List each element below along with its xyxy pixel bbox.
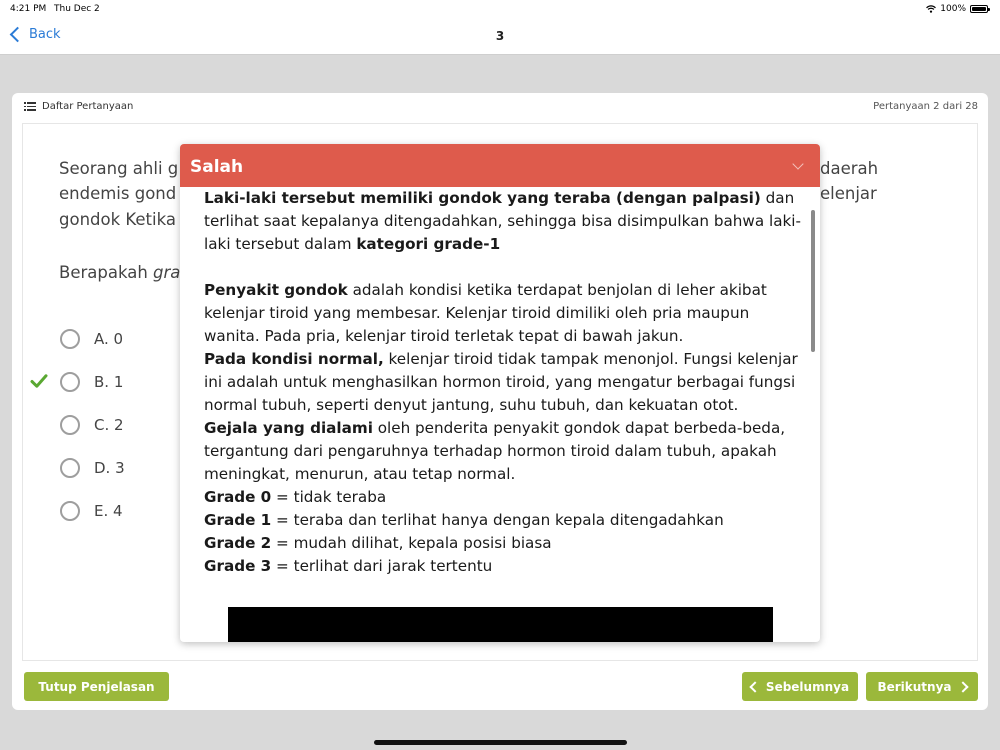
text: = teraba dan terlihat hanya dengan kepala ditengadahkan: [271, 511, 724, 529]
answer-options: [60, 317, 125, 532]
option-label: B. 1: [94, 372, 124, 391]
question-line-2-right: elenjar: [820, 184, 877, 203]
option-label: C. 2: [94, 415, 124, 434]
bold-text: Laki-laki tersebut memiliki gondok yang teraba (dengan palpasi): [204, 189, 761, 207]
back-label: Back: [29, 27, 61, 42]
bold-text: Grade 3: [204, 557, 272, 575]
bold-text: Gejala yang dialami: [204, 419, 373, 437]
radio-button[interactable]: [60, 415, 80, 435]
question-count: Pertanyaan 2 dari 28: [873, 101, 978, 112]
option-label: D. 3: [94, 458, 125, 477]
battery-percent: 100%: [940, 4, 966, 14]
next-button[interactable]: [866, 672, 978, 701]
question-line-3-left: gondok Ketika: [59, 210, 176, 229]
explanation-paragraph-3: [204, 348, 804, 417]
text: dan terlihat saat kepalanya ditengadahkan, sehingga bisa disimpulkan bahwa laki-laki tersebut dalam: [204, 189, 802, 253]
bold-text: Penyakit gondok: [204, 281, 348, 299]
scrollbar[interactable]: [811, 210, 815, 352]
home-indicator[interactable]: [374, 740, 627, 745]
text: kelenjar tiroid tidak tampak menonjol. Fungsi kelenjar ini adalah untuk menghasilkan hormon tiroid, yang mengatur berbagai fungsi normal tubuh, seperti denyut jantung, suhu tubuh, dan kekuatan otot.: [204, 350, 798, 414]
bold-text: Grade 1: [204, 511, 272, 529]
modal-title: Salah: [190, 157, 244, 177]
question-list-button[interactable]: [24, 101, 133, 112]
grade-0: [204, 486, 804, 509]
explanation-modal: [180, 144, 820, 642]
question-line-1-left: Seorang ahli g: [59, 159, 179, 178]
chevron-left-icon: [749, 681, 760, 692]
question-prompt-italic: gra: [153, 263, 181, 282]
question-prompt: [59, 263, 180, 282]
close-explanation-button[interactable]: Tutup Penjelasan: [24, 672, 169, 701]
media-placeholder: [228, 607, 773, 642]
option-a[interactable]: [60, 317, 125, 360]
grade-2: [204, 532, 804, 555]
next-label: Berikutnya: [877, 679, 952, 694]
explanation-body: [204, 187, 804, 578]
radio-button[interactable]: [60, 501, 80, 521]
explanation-paragraph-4: [204, 417, 804, 486]
status-right: [926, 4, 988, 14]
previous-label: Sebelumnya: [765, 679, 850, 694]
status-time: 4:21 PM: [10, 4, 47, 14]
nav-title: 3: [495, 29, 505, 43]
radio-button[interactable]: [60, 329, 80, 349]
previous-button[interactable]: [742, 672, 858, 701]
text: = terlihat dari jarak tertentu: [271, 557, 493, 575]
option-d[interactable]: [60, 446, 125, 489]
option-label: E. 4: [94, 501, 123, 520]
text: = tidak teraba: [271, 488, 387, 506]
option-b[interactable]: [60, 360, 125, 403]
radio-button[interactable]: [60, 372, 80, 392]
option-c[interactable]: [60, 403, 125, 446]
text: = mudah dilihat, kepala posisi biasa: [271, 534, 552, 552]
grade-1: [204, 509, 804, 532]
status-bar: [0, 0, 1000, 20]
option-e[interactable]: [60, 489, 125, 532]
question-list-label: Daftar Pertanyaan: [42, 101, 134, 112]
question-prompt-text: Berapakah: [59, 263, 154, 282]
text: oleh penderita penyakit gondok dapat berbeda-beda, tergantung dari pengaruhnya terhadap hormon tiroid dalam tubuh, apakah meningkat, menurun, atau tetap normal.: [204, 419, 786, 483]
text: adalah kondisi ketika terdapat benjolan di leher akibat kelenjar tiroid yang membesar. Kelenjar tiroid dimiliki oleh pria maupun wanita. Pada pria, kelenjar tiroid terletak tepat di bawah jakun.: [204, 281, 767, 345]
card-header: [24, 101, 978, 117]
status-date: Thu Dec 2: [54, 4, 100, 14]
check-icon: [30, 372, 48, 390]
bold-text: kategori grade-1: [356, 235, 501, 253]
radio-button[interactable]: [60, 458, 80, 478]
bold-text: Grade 0: [204, 488, 272, 506]
battery-icon: [970, 5, 988, 13]
explanation-paragraph-2: [204, 279, 804, 348]
question-line-2-left: endemis gond: [59, 184, 177, 203]
question-line-1-right: daerah: [820, 159, 879, 178]
chevron-down-icon[interactable]: [792, 158, 803, 169]
list-icon: [24, 102, 36, 111]
grade-3: [204, 555, 804, 578]
navigation-bar: [0, 20, 1000, 55]
explanation-paragraph-1: [204, 187, 804, 256]
bold-text: Grade 2: [204, 534, 272, 552]
chevron-right-icon: [957, 681, 968, 692]
bold-text: Pada kondisi normal,: [204, 350, 384, 368]
modal-header[interactable]: [180, 144, 820, 187]
option-label: A. 0: [94, 329, 124, 348]
wifi-icon: [926, 5, 936, 13]
